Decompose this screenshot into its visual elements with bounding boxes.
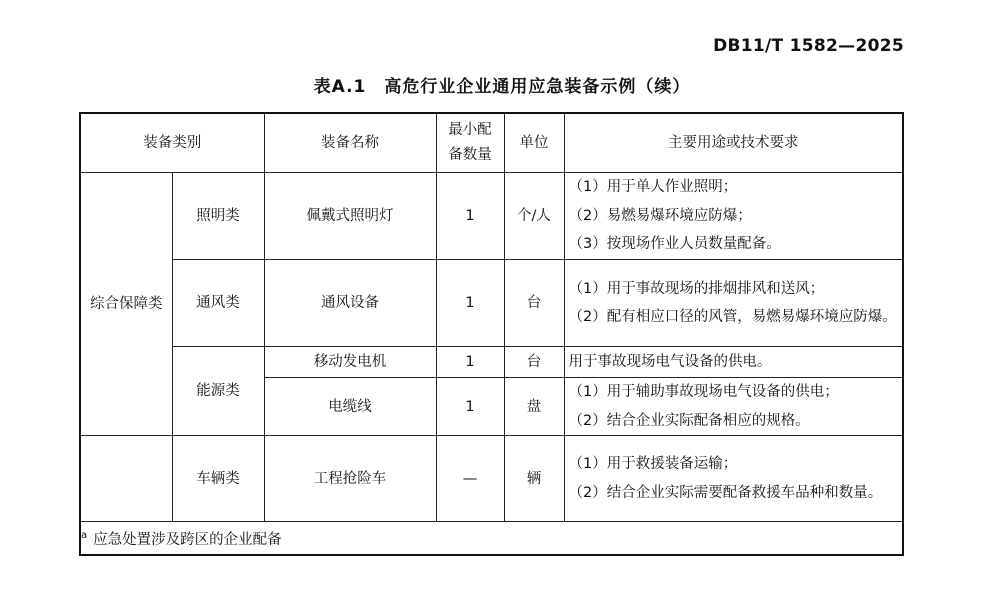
- header-unit: 单位: [504, 113, 564, 173]
- usage-line: （3）按现场作业人员数量配备。: [568, 236, 781, 253]
- qty-cell: —: [436, 436, 504, 522]
- unit-cell: 辆: [504, 436, 564, 522]
- equipment-name-cell: 通风设备: [264, 260, 436, 347]
- usage-line: （2）易燃易爆环境应防爆；: [568, 207, 752, 224]
- equipment-name-cell: 佩戴式照明灯: [264, 173, 436, 260]
- usage-line: （2）结合企业实际需要配备救援车品种和数量。: [568, 484, 883, 501]
- qty-cell: 1: [436, 260, 504, 347]
- equipment-name-cell: 移动发电机: [264, 347, 436, 378]
- main-category-continuation: [80, 436, 172, 522]
- equipment-name-cell: 电缆线: [264, 378, 436, 436]
- header-min-qty-line2: 备数量: [448, 147, 492, 163]
- table-row: [80, 173, 903, 260]
- usage-line: （1）用于单人作业照明；: [568, 179, 738, 196]
- header-category: 装备类别: [80, 113, 264, 173]
- main-category-cell: 综合保障类: [80, 173, 172, 436]
- usage-cell: [564, 378, 903, 436]
- unit-cell: 盘: [504, 378, 564, 436]
- footnote-cell: [80, 522, 903, 555]
- unit-cell: 个/人: [504, 173, 564, 260]
- footnote-text: 应急处置涉及跨区的企业配备: [93, 531, 282, 548]
- usage-cell: [564, 347, 903, 378]
- usage-line: 用于事故现场电气设备的供电。: [568, 353, 772, 370]
- qty-cell: 1: [436, 378, 504, 436]
- unit-cell: 台: [504, 260, 564, 347]
- footnote-mark: a: [81, 530, 88, 541]
- usage-cell: [564, 260, 903, 347]
- usage-line: （1）用于事故现场的排烟排风和送风；: [568, 280, 825, 297]
- table-number: 表A.1: [313, 77, 367, 97]
- document-code: DB11/T 1582—2025: [713, 36, 904, 56]
- table-row: [80, 260, 903, 347]
- table-title-text: 高危行业企业通用应急装备示例（续）: [384, 77, 691, 97]
- subcategory-cell: 通风类: [172, 260, 264, 347]
- header-name: 装备名称: [264, 113, 436, 173]
- qty-cell: 1: [436, 173, 504, 260]
- header-min-qty: [436, 113, 504, 173]
- table-footnote-row: [80, 522, 903, 555]
- table-row: [80, 347, 903, 378]
- usage-line: （1）用于辅助事故现场电气设备的供电；: [568, 384, 839, 400]
- table-row: [80, 436, 903, 522]
- header-min-qty-line1: 最小配: [448, 122, 492, 138]
- subcategory-cell: 能源类: [172, 347, 264, 436]
- usage-line: （2）配有相应口径的风管，易燃易爆环境应防爆。: [568, 309, 897, 325]
- usage-line: （2）结合企业实际配备相应的规格。: [568, 412, 810, 429]
- usage-cell: [564, 436, 903, 522]
- usage-cell: [564, 173, 903, 260]
- table-header-row: [80, 113, 903, 173]
- subcategory-cell: 车辆类: [172, 436, 264, 522]
- equipment-table: [79, 112, 904, 556]
- usage-line: （1）用于救援装备运输；: [568, 456, 738, 472]
- header-usage: 主要用途或技术要求: [564, 113, 903, 173]
- unit-cell: 台: [504, 347, 564, 378]
- equipment-name-cell: 工程抢险车: [264, 436, 436, 522]
- qty-cell: 1: [436, 347, 504, 378]
- subcategory-cell: 照明类: [172, 173, 264, 260]
- table-title: [0, 72, 1004, 97]
